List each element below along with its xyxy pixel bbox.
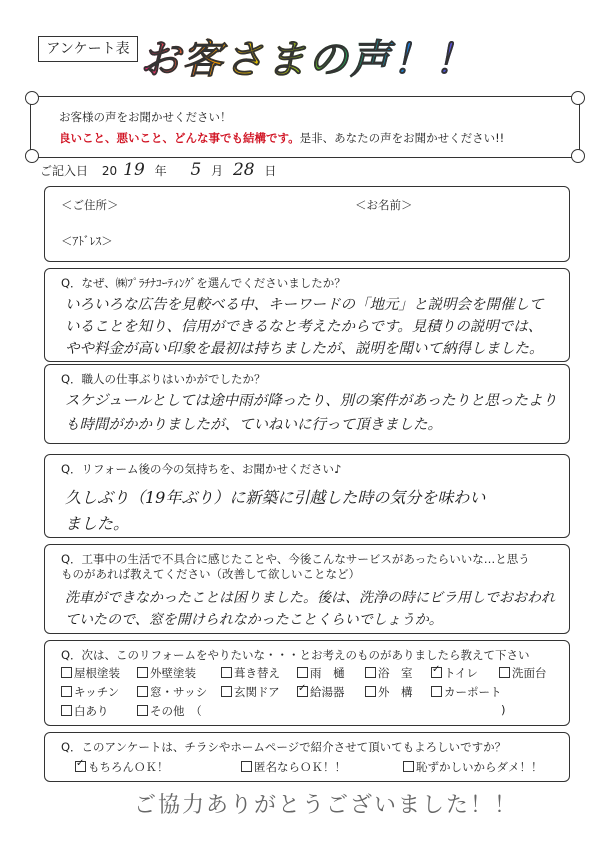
option-label: カーポート (444, 685, 502, 699)
q4-box (44, 544, 570, 634)
option-anonymous-ok[interactable] (241, 759, 346, 775)
checkbox-icon[interactable] (61, 667, 72, 678)
q1-question: Q．なぜ、㈱ﾌﾟﾗﾁﾅｺｰﾃｨﾝｸﾞを選んでくださいましたか？ (61, 276, 346, 290)
thanks-message: ご協力ありがとうございました！！ (134, 793, 519, 818)
option-no[interactable] (403, 759, 543, 775)
option-label: 恥ずかしいからダメ！！ (416, 760, 543, 774)
q2-answer-line: スケジュールとしては途中雨が降ったり、別の案件があったりと思ったより (65, 393, 557, 409)
option-bathroom[interactable] (365, 665, 413, 681)
year-value[interactable]: 19 (123, 160, 145, 180)
option-label: もちろんＯＫ！ (88, 760, 169, 774)
checkbox-icon[interactable] (61, 705, 72, 716)
option-label: 外壁塗装 (150, 666, 196, 680)
q5-question: Q．次は、このリフォームをやりたいな・・・とお考えのものがありましたら教えて下さい (61, 648, 530, 662)
q4-question-line: ものがあれば教えてください（改善して欲しいことなど） (61, 567, 360, 581)
checkbox-icon[interactable] (137, 705, 148, 716)
scroll-curl-icon (25, 149, 39, 163)
checkbox-icon[interactable] (137, 667, 148, 678)
option-toilet[interactable] (431, 665, 478, 681)
q2-answer-line: も時間がかかりましたが、ていねいに行って頂きました。 (65, 417, 442, 433)
checkbox-icon[interactable] (61, 686, 72, 697)
q1-box (44, 268, 570, 362)
q2-question: Q．職人の仕事ぶりはいかがでしたか？ (61, 372, 266, 386)
scroll-curl-icon (25, 91, 39, 105)
checkbox-checked-icon[interactable] (75, 761, 86, 772)
option-yes-ok[interactable] (75, 759, 169, 775)
name-label: ＜お名前＞ (355, 198, 413, 212)
q5-box (44, 640, 570, 726)
month-value[interactable]: 5 (190, 160, 202, 180)
option-entrance-door[interactable] (221, 684, 280, 700)
checkbox-icon[interactable] (221, 667, 232, 678)
checkbox-icon[interactable] (403, 761, 414, 772)
q6-question: Q．このアンケートは、チラシやホームページで紹介させて頂いてもよろしいですか？ (61, 740, 507, 754)
option-gutter[interactable] (297, 665, 345, 681)
date-label: ご記入日 (40, 164, 89, 178)
option-kitchen[interactable] (61, 684, 119, 700)
scroll-curl-icon (571, 91, 585, 105)
checkbox-checked-icon[interactable] (431, 667, 442, 678)
option-other[interactable] (137, 703, 202, 719)
other-close-paren: ) (501, 703, 506, 717)
option-label: 浴 室 (378, 666, 413, 680)
q1-answer-line: やや料金が高い印象を最初は持ちましたが、説明を聞いて納得しました。 (65, 341, 544, 357)
survey-tag: アンケート表 (38, 36, 138, 62)
checkbox-checked-icon[interactable] (297, 686, 308, 697)
month-unit: 月 (211, 164, 224, 178)
checkbox-icon[interactable] (297, 667, 308, 678)
intro-line-1: お客様の声をお聞かせください！ (59, 110, 232, 124)
scroll-curl-icon (571, 149, 585, 163)
entry-date (40, 160, 276, 180)
option-reroofing[interactable] (221, 665, 280, 681)
checkbox-icon[interactable] (365, 686, 376, 697)
q1-answer-line: いろいろな広告を見較べる中、キーワードの「地元」と説明会を開催して (65, 297, 544, 313)
page-title: お客さまの声！！ (140, 28, 476, 85)
day-unit: 日 (264, 164, 277, 178)
option-label: 洗面台 (512, 666, 547, 680)
option-washbasin[interactable] (499, 665, 547, 681)
year-unit: 年 (154, 164, 167, 178)
q4-answer-line: ていたので、窓を開けられなかったことくらいでしょうか。 (65, 612, 443, 628)
option-label: 外 構 (378, 685, 413, 699)
checkbox-icon[interactable] (431, 686, 442, 697)
intro-banner (30, 96, 580, 158)
q6-box (44, 732, 570, 782)
q4-answer-line: 洗車ができなかったことは困りました。後は、洗浄の時にビラ用しでおおわれ (65, 590, 555, 606)
option-label: キッチン (74, 685, 120, 699)
year-prefix: 20 (101, 164, 118, 178)
q4-question-line: Q．工事中の生活で不具合に感じたことや、今後こんなサービスがあったらいいな…と思う (61, 552, 530, 566)
q3-answer-line: 久しぶり（19年ぶり）に新築に引越した時の気分を味わい (65, 488, 486, 507)
option-label: その他 （ (150, 704, 202, 718)
option-carport[interactable] (431, 684, 502, 700)
checkbox-icon[interactable] (221, 686, 232, 697)
option-wall-painting[interactable] (137, 665, 196, 681)
q3-question: Q．リフォーム後の今の気持ちを、お聞かせください♪ (61, 462, 342, 476)
option-label: 白あり (74, 704, 109, 718)
checkbox-icon[interactable] (499, 667, 510, 678)
q3-box (44, 454, 570, 538)
option-label: 給湯器 (310, 685, 345, 699)
option-label: 屋根塗装 (74, 666, 120, 680)
contact-box (44, 186, 570, 262)
intro-rest: 是非、あなたの声をお聞かせください!! (299, 131, 505, 145)
option-label: トイレ (444, 666, 478, 680)
option-label: 窓・サッシ (150, 685, 208, 699)
email-label: ＜ｱﾄﾞﾚｽ＞ (61, 234, 113, 248)
option-label: 玄関ドア (234, 685, 280, 699)
checkbox-icon[interactable] (365, 667, 376, 678)
address-label: ＜ご住所＞ (61, 198, 119, 212)
intro-line-2 (59, 130, 504, 146)
option-label: 雨 樋 (310, 666, 345, 680)
checkbox-icon[interactable] (241, 761, 252, 772)
intro-emphasis: 良いこと、悪いこと、どんな事でも結構です。 (59, 131, 300, 145)
option-exterior[interactable] (365, 684, 413, 700)
q1-answer-line: いることを知り、信用ができるなと考えたからです。見積りの説明では、 (65, 319, 543, 335)
q2-box (44, 364, 570, 444)
option-window-sash[interactable] (137, 684, 207, 700)
day-value[interactable]: 28 (232, 160, 255, 180)
q3-answer-line: ました。 (65, 514, 130, 533)
checkbox-icon[interactable] (137, 686, 148, 697)
option-termite[interactable] (61, 703, 109, 719)
option-roof-painting[interactable] (61, 665, 120, 681)
option-label: 葺き替え (234, 666, 280, 680)
option-water-heater[interactable] (297, 684, 345, 700)
option-label: 匿名ならＯＫ！！ (254, 760, 346, 774)
